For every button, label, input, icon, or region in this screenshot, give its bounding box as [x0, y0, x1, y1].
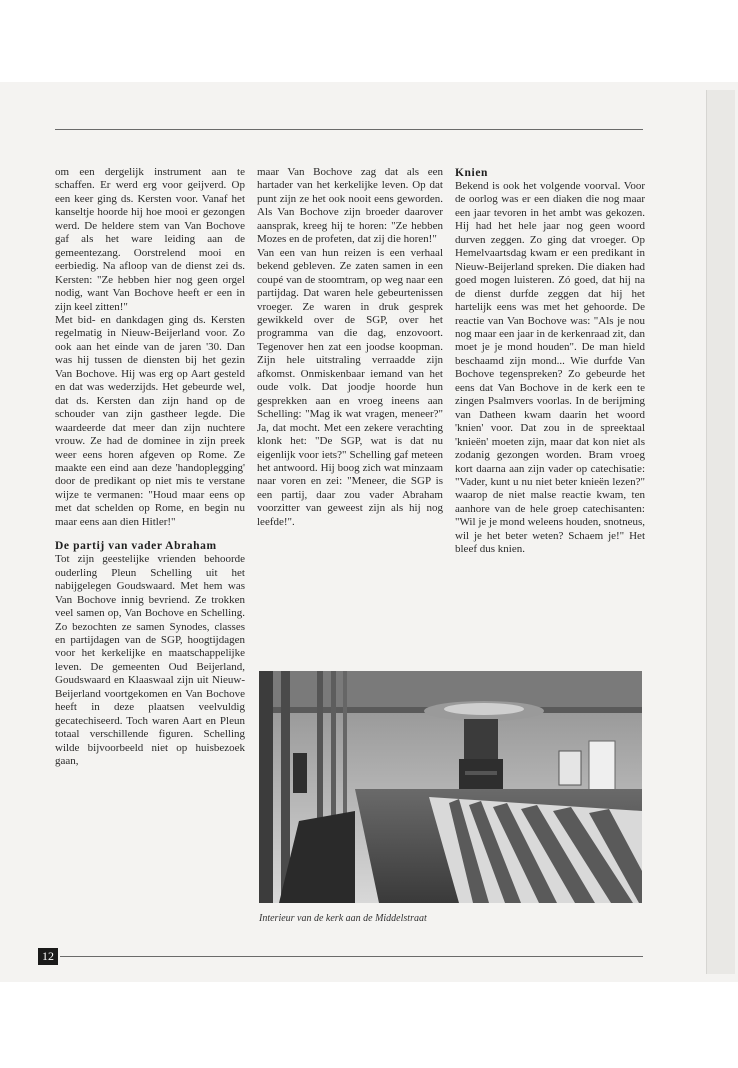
header-rule	[55, 129, 643, 130]
footer-rule	[60, 956, 643, 957]
paragraph: Met bid- en dankdagen ging ds. Kersten regelmatig in Nieuw-Beijerland voor. Zo ook aan het einde van de jaren '30. Dan was hij tussen de diensten bij het gezin Van Bochove. Hij was erg op Aart gesteld en dat was wederzijds. Het gebeurde wel, dat ds. Kersten dan zijn hand op de schouder van zijn gastheer legde. Die waardeerde dat meer dan zijn nuchtere vrouw. Ze had de dominee in zijn preek weer eens horen afgeven op Rome. Ze maakte een eind aan deze 'handoplegging' door de predikant op niet mis te verstane wijze te vermanen: "Houd maar eens op met dat schelden op Rome, en begin nu maar eens aan dien Hitler!"	[55, 313, 245, 528]
next-page-edge	[706, 90, 735, 974]
paragraph: om een dergelijk instrument aan te schaffen. Er werd erg voor geijverd. Op een keer ging ds. Kersten voor. Vanaf het kanseltje hoorde hij hoe mooi er gezongen werd. De heldere stem van Van Bochove gaf als het ware leiding aan de gemeentezang. Oorstrelend mooi en eerbiedig. Na afloop van de dienst zei ds. Kersten: "Ze hebben hier nog geen orgel nodig, want Van Bochove heeft er een in zijn keel zitten!"	[55, 166, 245, 313]
text-column-3	[455, 166, 645, 557]
text-column-2	[257, 166, 443, 529]
paragraph: maar Van Bochove zag dat als een hartader van het kerkelijke leven. Op dat punt zijn ze het ook nooit eens geworden. Als Van Bochove zijn broeder daarover aansprak, kreeg hij te horen: "Ze hebben Mozes en de profeten, dat zij die horen!"	[257, 166, 443, 246]
photo-caption: Interieur van de kerk aan de Middelstraat	[259, 913, 427, 924]
section-heading-partij: De partij van vader Abraham	[55, 540, 217, 553]
church-interior-photo	[259, 671, 642, 903]
paragraph: Bekend is ook het volgende voorval. Voor de oorlog was er een diaken die nog maar een jaar tevoren in het ambt was gekozen. Hij had het hele jaar nog geen woord durven zeggen. Zo ging dat vroeger. Op Hemelvaartsdag kwam er een predikant in Nieuw-Beijerland spreken. Die diaken had goed mogen luisteren. Zó goed, dat hij na de dienst durfde zeggen dat hij het hartelijk eens was met het gehoorde. De reactie van Van Bochove was: "Als je nou nog maar een jaar in de kerkenraad zit, dan moet je je mond houden". De man hield beschaamd zijn mond... Wie durfde Van Bochove tegenspreken? Zo gebeurde het eens dat Van Bochove in de kerk een te zingen Psalmvers voorlas. In de berijming van Datheen kwam daarin het woord 'knien' voor. Dat zou in de spreektaal 'knieën' moeten zijn, maar dat kon niet als zodanig gezongen worden. Bram vroeg kort daarna aan zijn vader op catechisatie: "Vader, kunt u nu niet beter knieën lezen?" waarop de niet malse reactie kwam, ten aanhore van de hele groep catechisanten: "Wil je je mond weleens houden, snotneus, wil je het beter weten? Schaem je!" Het bleef dus knien.	[455, 180, 645, 556]
paragraph: Van een van hun reizen is een verhaal bekend gebleven. Ze zaten samen in een coupé van de stoomtram, op weg naar een partijdag. Dat waren hele gebeurtenissen vroeger. Ze waren in druk gesprek gewikkeld over de SGP, over het programma van die dag, enzovoort. Tegenover hen zat een joodse koopman. Zijn hele uitstraling verraadde zijn afkomst. Onmiskenbaar iemand van het oude volk. Dat joodje hoorde hun gesprekken aan en vroeg ineens aan Schelling: "Mag ik wat vragen, meneer?" Ja, dat mocht. Met een zekere verachting klonk het: "De SGP, wat is dat nu eigenlijk voor iets?" Schelling gaf meteen het antwoord. Hij boog zich wat minzaam naar voren en zei: "Meneer, die SGP is een partij, daar zou vader Abraham voorzitter van geweest zijn als hij nog leefde!".	[257, 246, 443, 528]
page-number: 12	[38, 948, 58, 965]
text-column-1	[55, 166, 245, 768]
paragraph: Tot zijn geestelijke vrienden behoorde ouderling Pleun Schelling uit het nabijgelegen Goudswaard. Met hem was Van Bochove innig bevriend. Ze trokken veel samen op, Van Bochove en Schelling. Zo bezochten ze samen Synodes, classes en partijdagen van de SGP, hoogtijdagen voor het kerkelijke en maatschappelijke leven. De gemeenten Oud Beijerland, Goudswaard en Klaaswaal zijn uit Nieuw-Beijerland voortgekomen en Van Bochove heeft in deze plaatsen veelvuldig gecatechiseerd. Toch waren Aart en Pleun totaal verschillende figuren. Schelling wilde bijvoorbeeld niet op huisbezoek gaan,	[55, 553, 245, 768]
section-heading-knien: Knien	[455, 167, 489, 179]
